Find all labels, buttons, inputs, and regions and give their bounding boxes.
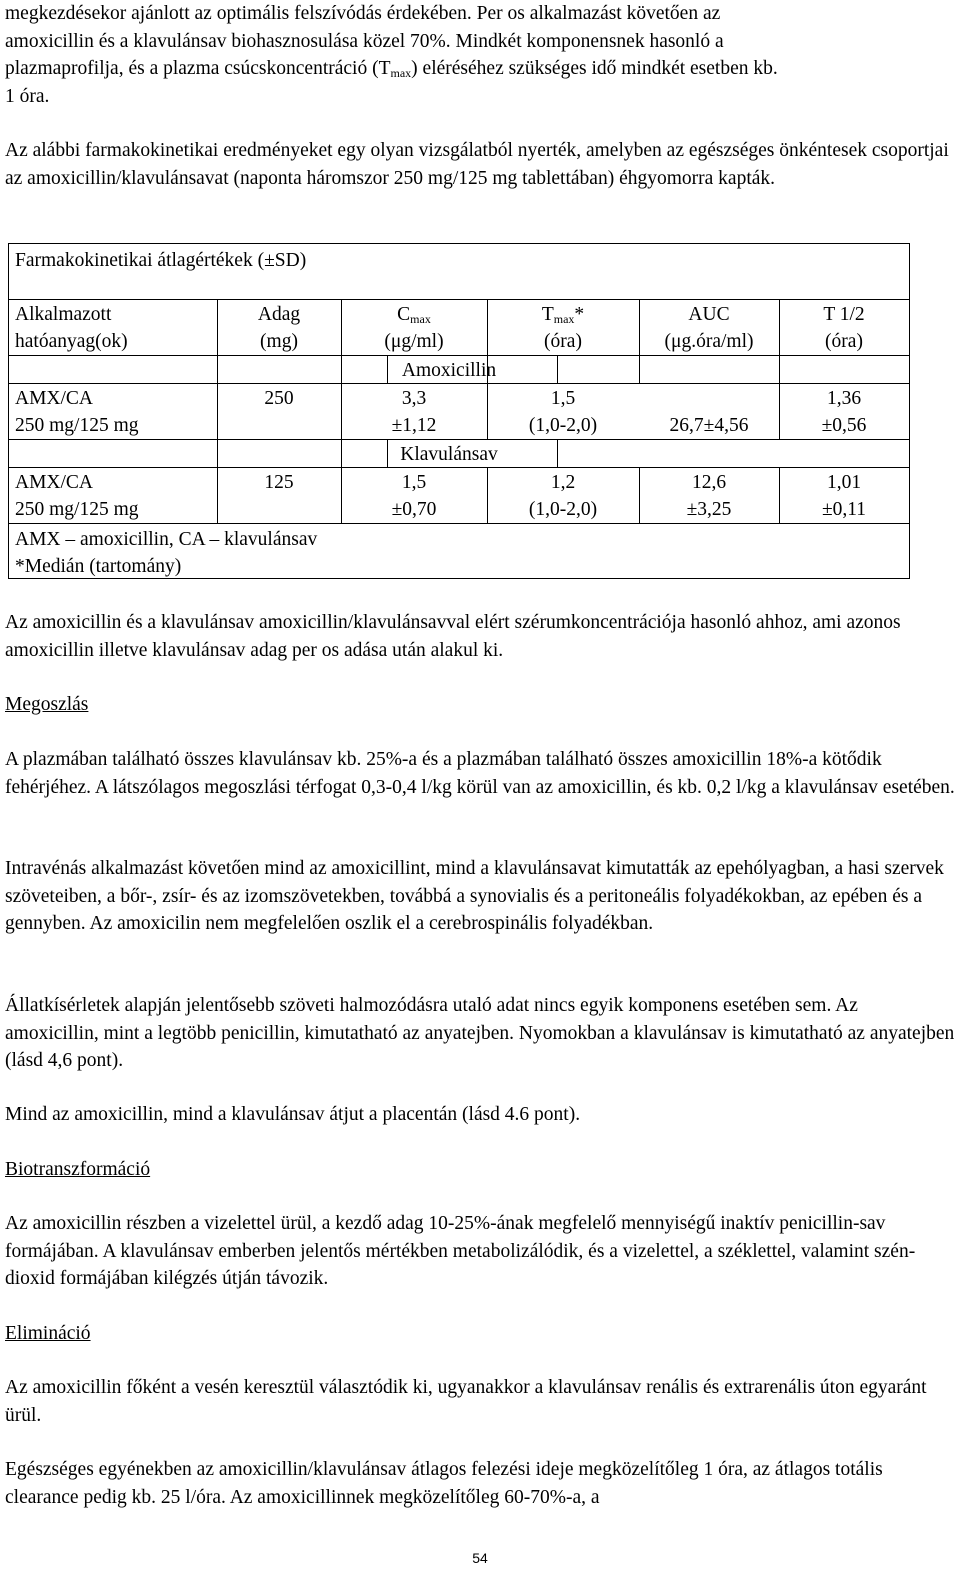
heading-elimination: Elimináció bbox=[5, 1323, 91, 1344]
intro-line: 1 óra. bbox=[5, 85, 50, 107]
table-cell: 250 bbox=[264, 388, 294, 409]
header-cell: T 1/2 bbox=[823, 304, 865, 325]
table-cell: AMX/CA bbox=[15, 388, 94, 409]
section-label-clavulanic-acid: Klavulánsav bbox=[400, 444, 498, 465]
table-cell: 1,2 bbox=[550, 472, 576, 493]
table-cell: 26,7±4,56 bbox=[669, 415, 749, 436]
table-cell: (1,0-2,0) bbox=[528, 499, 598, 520]
biotransformation-paragraph: Az amoxicillin részben a vizelettel ürül, a kezdő adag 10-25%-ának megfelelő mennyiségű inaktív penicillin-sav formájában. A klavulánsav emberben jelentős mértékben metabolizálódik, és a vizelettel, a széklettel, valamint szén-dioxid formájában kilégzés útján távozik. bbox=[5, 1213, 916, 1289]
table-cell: ±3,25 bbox=[686, 499, 732, 520]
header-cell: $C_{max}$ bbox=[397, 304, 431, 326]
section-label-amoxicillin: Amoxicillin bbox=[401, 360, 497, 381]
header-cell: hatóanyag(ok) bbox=[15, 331, 128, 352]
header-cell: Alkalmazott bbox=[15, 304, 112, 325]
table-cell: AMX/CA bbox=[15, 472, 94, 493]
distribution-paragraph: Intravénás alkalmazást követően mind az amoxicillint, mind a klavulánsavat kimutatták az epehólyagban, a hasi szervek szöveteiben, a bőr-, zsír- és az izomszövetekben, továbbá a synovialis és a peritoneális folyadékokban, az epében és a gennyben. Az amoxicilin nem megfelelően oszlik el a cerebrospinális folyadékban. bbox=[5, 858, 944, 934]
study-paragraph: Az alábbi farmakokinetikai eredményeket egy olyan vizsgálatból nyerték, amelyben az egészséges önkéntesek csoportjai az amoxicillin/klavulánsavat (naponta háromszor 250 mg/125 mg tablettában) éhgyomorra kapták. bbox=[5, 140, 949, 189]
intro-line: megkezdésekor ajánlott az optimális felszívódás érdekében. Per os alkalmazást követően az bbox=[5, 3, 721, 24]
header-cell: (óra) bbox=[544, 331, 582, 352]
distribution-paragraph: Állatkísérletek alapján jelentősebb szöveti halmozódásra utaló adat nincs egyik komponens esetében sem. Az amoxicillin, mint a legtöbb penicillin, kimutatható az anyatejben. Nyomokban a klavulánsav is kimutatható az anyatejben (lásd 4,6 pont). bbox=[5, 995, 955, 1071]
table-cell: 125 bbox=[264, 472, 294, 493]
header-cell: (óra) bbox=[825, 331, 863, 352]
header-cell: (μg.óra/ml) bbox=[664, 331, 754, 352]
elimination-paragraph: Az amoxicillin főként a vesén keresztül választódik ki, ugyanakkor a klavulánsav renális és extrarenális úton egyaránt ürül. bbox=[5, 1377, 927, 1426]
header-cell: (mg) bbox=[260, 331, 298, 352]
intro-line: amoxicillin és a klavulánsav biohasznosulása közel 70%. Mindkét komponensnek hasonló a bbox=[5, 30, 724, 52]
distribution-paragraph: Mind az amoxicillin, mind a klavulánsav átjut a placentán (lásd 4.6 pont). bbox=[5, 1104, 581, 1125]
intro-paragraph bbox=[5, 0, 955, 110]
serum-paragraph: Az amoxicillin és a klavulánsav amoxicillin/klavulánsavval elért szérumkoncentrációja hasonló ahhoz, ami azonos amoxicillin illetve klavulánsav adag per os adása után alakul ki. bbox=[5, 612, 901, 661]
table-cell: 12,6 bbox=[691, 472, 727, 493]
table-cell: ±0,70 bbox=[391, 499, 437, 520]
table-footnote: *Medián (tartomány) bbox=[15, 556, 182, 577]
table-title: Farmakokinetikai átlagértékek (±SD) bbox=[15, 250, 307, 271]
page-number: 54 bbox=[472, 1550, 488, 1566]
heading-biotransformation: Biotranszformáció bbox=[5, 1159, 151, 1180]
table-cell: 1,36 bbox=[826, 388, 862, 409]
table-cell: 250 mg/125 mg bbox=[15, 415, 139, 436]
table-cell: 1,01 bbox=[826, 472, 862, 493]
distribution-paragraph: A plazmában található összes klavulánsav kb. 25%-a és a plazmában található összes amoxicillin 18%-a kötődik fehérjéhez. A látszólagos megoszlási térfogat 0,3-0,4 l/kg körül van az amoxicillin, és kb. 0,2 l/kg a klavulánsav esetében. bbox=[5, 749, 955, 798]
table-cell: 1,5 bbox=[401, 472, 427, 493]
header-cell: AUC bbox=[688, 304, 730, 325]
table-cell: ±0,11 bbox=[821, 499, 867, 520]
table-cell: 1,5 bbox=[550, 388, 576, 409]
elimination-paragraph: Egészséges egyénekben az amoxicillin/klavulánsav átlagos felezési ideje megközelítőleg 1 óra, az átlagos totális clearance pedig kb. 25 l/óra. Az amoxicillinnek megközelítőleg 60-70%-a, a bbox=[5, 1459, 883, 1508]
table-cell: (1,0-2,0) bbox=[528, 415, 598, 436]
intro-line: plazmaprofilja, és a plazma csúcskoncentráció $(T_{max})$ eléréséhez szükséges idő mindkét esetben kb. bbox=[5, 58, 778, 80]
header-cell: (μg/ml) bbox=[384, 331, 444, 352]
heading-distribution: Megoszlás bbox=[5, 694, 89, 715]
table-cell: ±1,12 bbox=[391, 415, 437, 436]
table-cell: 3,3 bbox=[401, 388, 427, 409]
pharmacokinetic-table bbox=[8, 243, 910, 579]
header-cell: $T_{max}*$ bbox=[541, 304, 585, 326]
table-footnote: AMX – amoxicillin, CA – klavulánsav bbox=[15, 529, 318, 550]
table-cell: 250 mg/125 mg bbox=[15, 499, 139, 520]
table-cell: ±0,56 bbox=[821, 415, 867, 436]
header-cell: Adag bbox=[257, 304, 301, 325]
